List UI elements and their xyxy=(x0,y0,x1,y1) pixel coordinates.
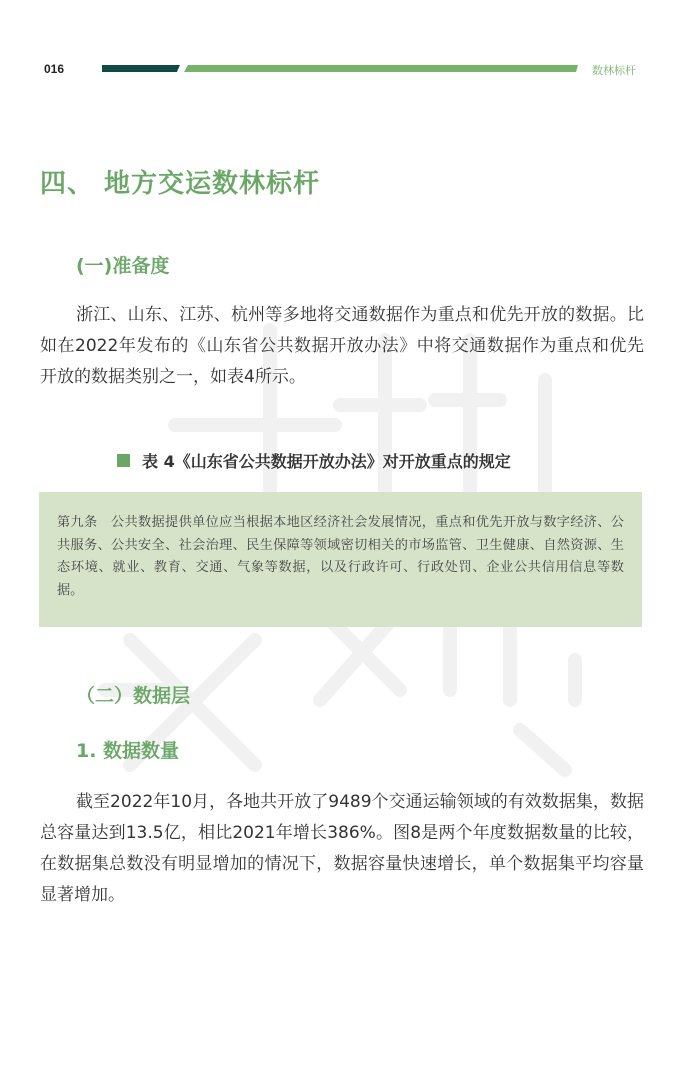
header-bar-green xyxy=(184,65,578,72)
running-header-section: 数林标杆 xyxy=(592,64,636,77)
table-caption xyxy=(117,449,511,472)
page-number: 016 xyxy=(44,62,65,76)
regulation-quote-text: 第九条 公共数据提供单位应当根据本地区经济社会发展情况，重点和优先开放与数字经济、公共服务、公共安全、社会治理、民生保障等领域密切相关的市场监管、卫生健康、自然资源、生态环境、就业、教育、交通、气象等数据，以及行政许可、行政处罚、企业公共信用信息等数据。 xyxy=(57,515,624,598)
chapter-title: 四、 地方交运数林标杆 xyxy=(40,169,321,199)
header-bar-dark xyxy=(102,65,180,72)
section-heading-data-layer: （二）数据层 xyxy=(76,685,191,707)
section-heading-readiness: (一)准备度 xyxy=(76,255,170,277)
square-bullet-icon xyxy=(117,454,130,467)
paragraph-data-quantity: 截至2022年10月，各地共开放了9489个交通运输领域的有效数据集，数据总容量达到13.5亿，相比2021年增长386%。图8是两个年度数据数量的比较，在数据集总数没有明显增加的情况下，数据容量快速增长，单个数据集平均容量显著增加。 xyxy=(40,792,644,905)
subsection-heading-data-quantity: 1. 数据数量 xyxy=(76,740,180,762)
regulation-quote-box xyxy=(39,492,642,627)
table-caption-text: 表 4《山东省公共数据开放办法》对开放重点的规定 xyxy=(142,452,511,471)
paragraph-readiness: 浙江、山东、江苏、杭州等多地将交通数据作为重点和优先开放的数据。比如在2022年发布的《山东省公共数据开放办法》中将交通数据作为重点和优先开放的数据类别之一，如表4所示。 xyxy=(40,305,644,387)
